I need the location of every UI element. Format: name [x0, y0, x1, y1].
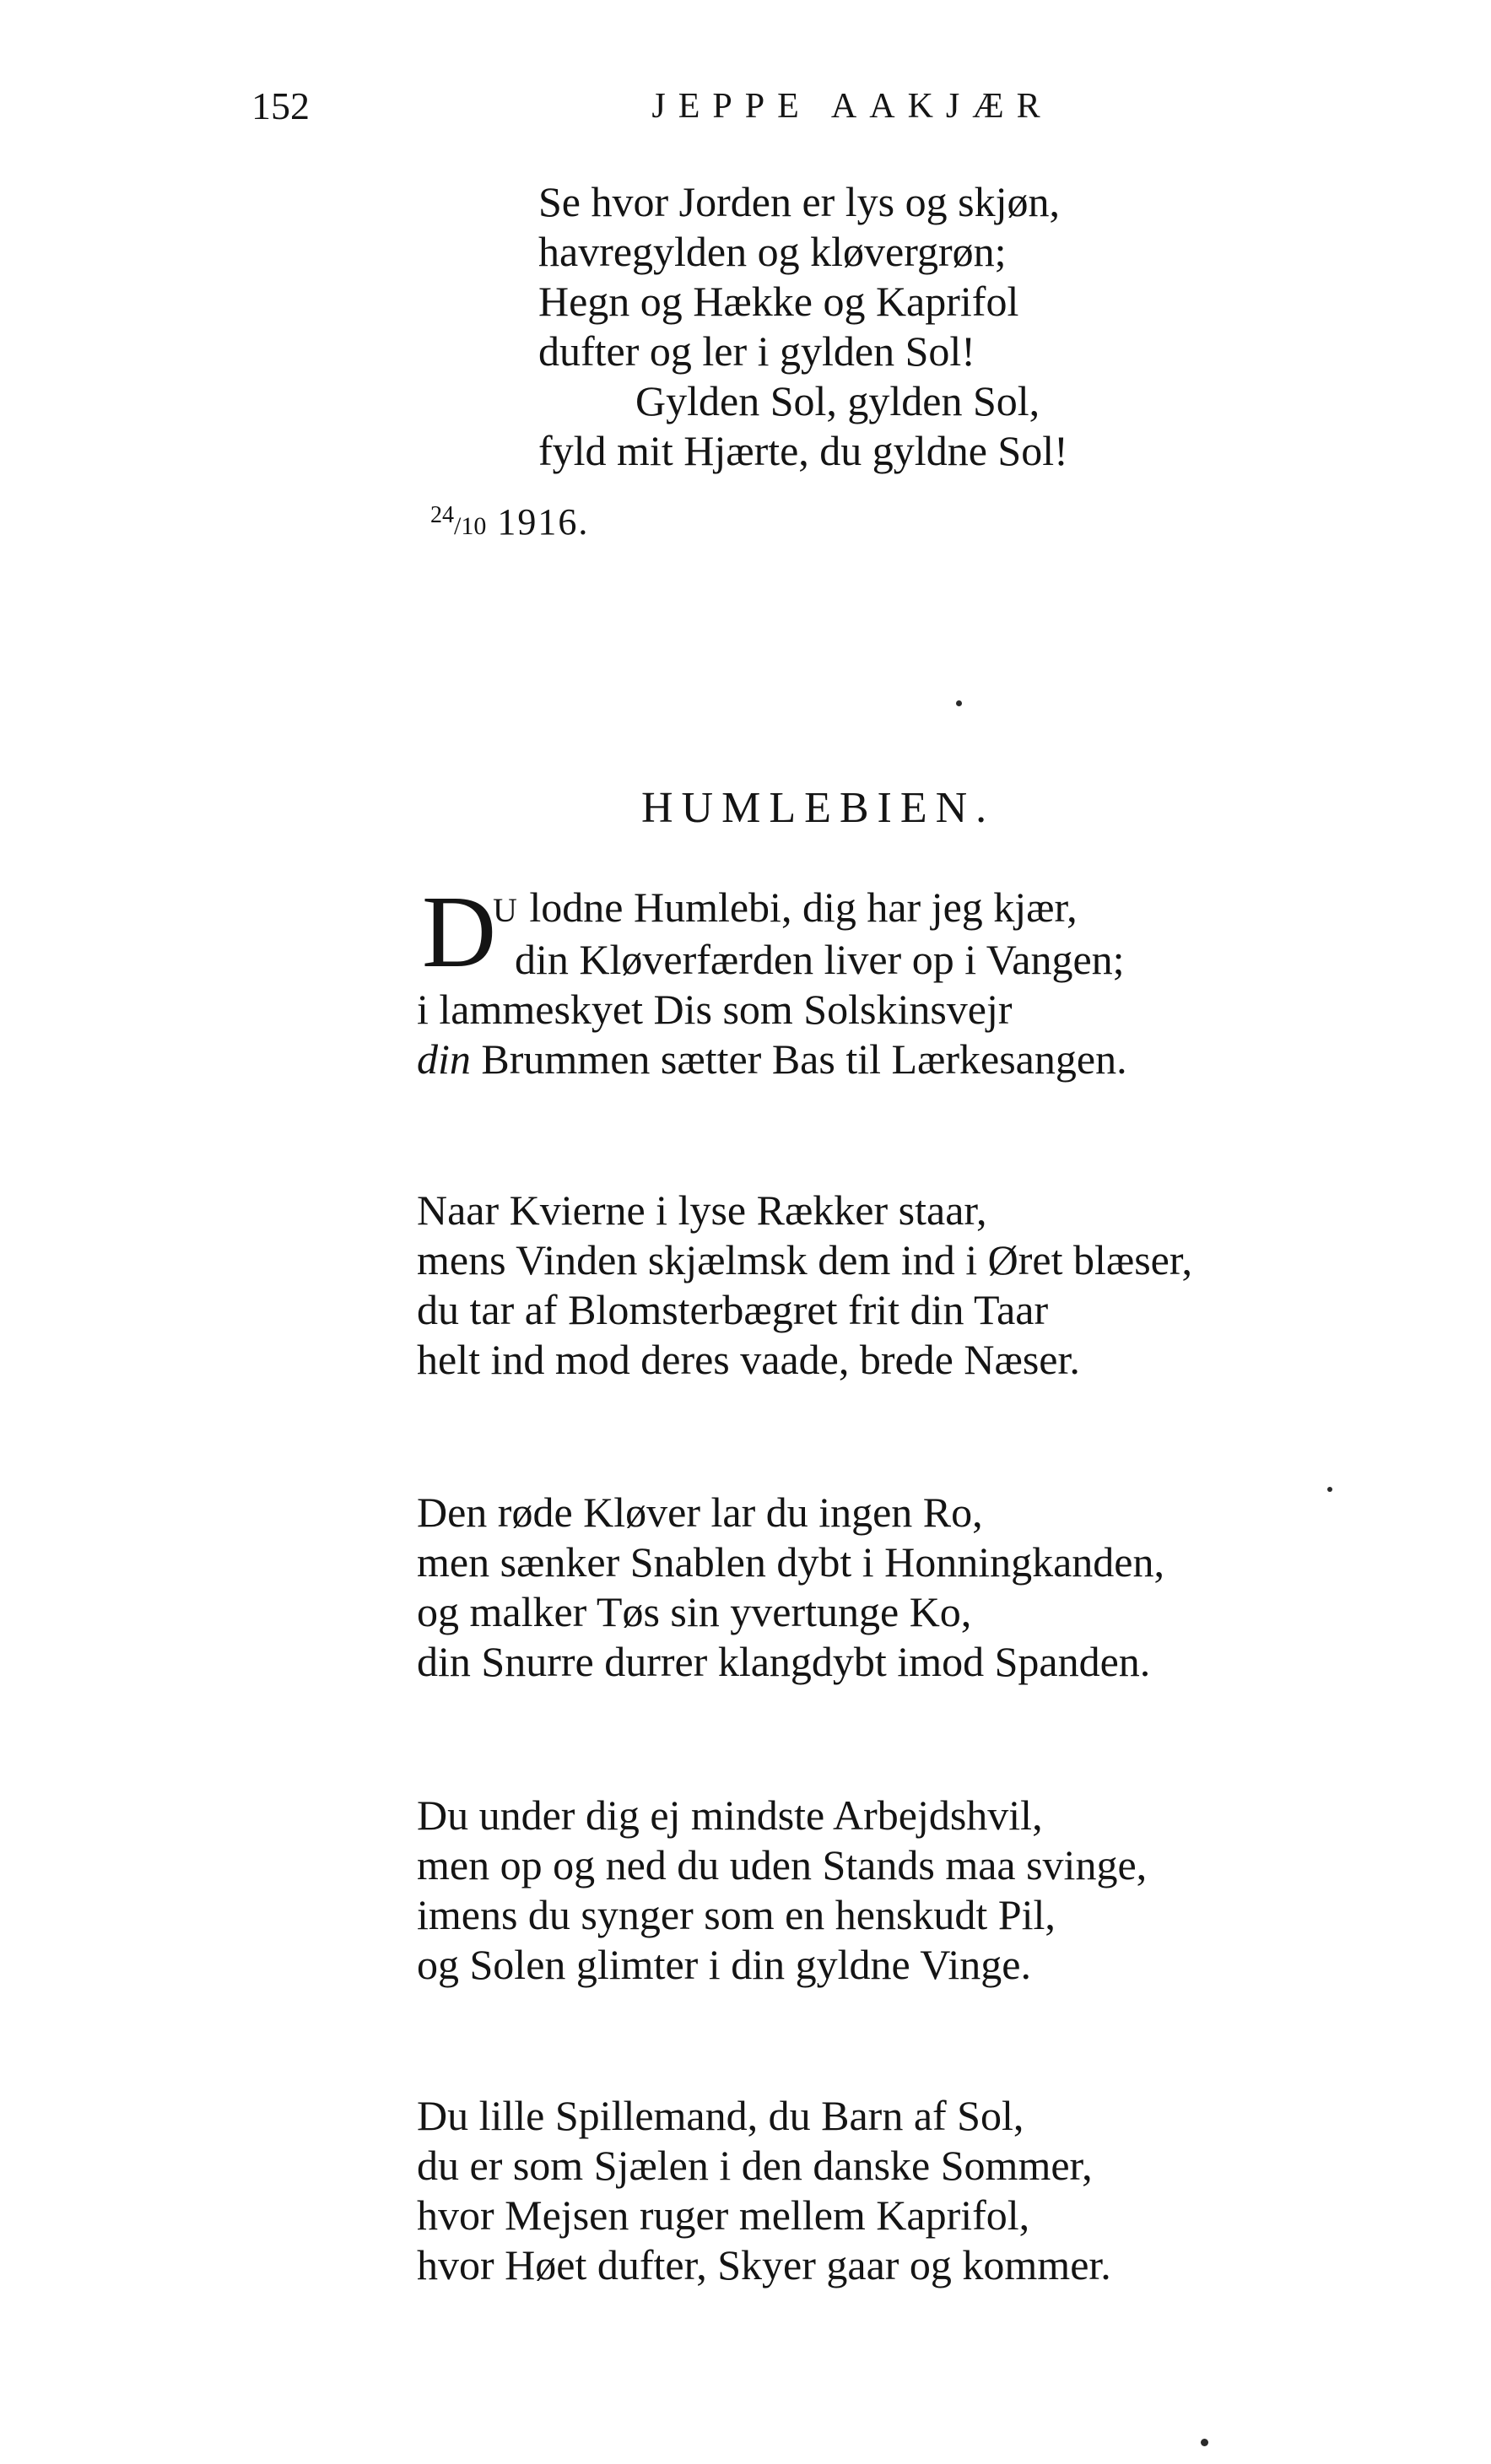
verse-line: Den røde Kløver lar du ingen Ro, [417, 1489, 983, 1536]
drop-cap: D [422, 875, 497, 989]
poem-title: HUMLEBIEN. [641, 784, 996, 832]
verse-line: havregylden og kløvergrøn; [538, 228, 1007, 275]
italic-word: din [417, 1035, 471, 1083]
poem-date [430, 492, 589, 550]
verse-line [417, 883, 1127, 935]
verse-line: Naar Kvierne i lyse Rækker staar, [417, 1186, 987, 1234]
verse-line: og Solen glimter i din gyldne Vinge. [417, 1941, 1031, 1988]
verse-line-refrain: Gylden Sol, gylden Sol, [635, 377, 1040, 424]
verse-line: Du lille Spillemand, du Barn af Sol, [417, 2092, 1024, 2139]
stanza-3 [417, 1488, 1164, 1687]
verse-line: Du under dig ej mindste Arbejdshvil, [417, 1791, 1043, 1839]
verse-line: men sænker Snablen dybt i Honningkanden, [417, 1538, 1164, 1586]
verse-line-text: Brummen sætter Bas til Lærkesangen. [470, 1035, 1127, 1083]
verse-line: mens Vinden skjælmsk dem ind i Øret blæser, [417, 1236, 1193, 1283]
date-month: /10 [454, 512, 487, 540]
date-year: 1916. [497, 501, 590, 543]
verse-line-text: lodne Humlebi, dig har jeg kjær, [518, 883, 1078, 931]
verse-line: dufter og ler i gylden Sol! [538, 327, 975, 375]
previous-poem-stanza [538, 177, 1068, 476]
print-speck [1201, 2439, 1208, 2446]
verse-line: men op og ned du uden Stands maa svinge, [417, 1841, 1148, 1889]
verse-line: Se hvor Jorden er lys og skjøn, [538, 178, 1060, 225]
print-speck [1327, 1487, 1332, 1492]
verse-line: imens du synger som en henskudt Pil, [417, 1891, 1056, 1938]
verse-line: fyld mit Hjærte, du gyldne Sol! [538, 427, 1068, 474]
verse-line: din Kløverfærden liver op i Vangen; [515, 936, 1125, 983]
verse-line: du tar af Blomsterbægret frit din Taar [417, 1286, 1049, 1333]
stanza-2 [417, 1186, 1192, 1385]
page-number: 152 [251, 84, 310, 127]
stanza-5 [417, 2091, 1111, 2290]
verse-line: hvor Høet dufter, Skyer gaar og kommer. [417, 2241, 1111, 2288]
small-caps-letter: U [493, 891, 519, 929]
verse-line: Hegn og Hække og Kaprifol [538, 278, 1019, 325]
verse-line [417, 1035, 1127, 1084]
verse-line: og malker Tøs sin yvertunge Ko, [417, 1588, 972, 1635]
verse-line: du er som Sjælen i den danske Sommer, [417, 2142, 1093, 2189]
verse-line: hvor Mejsen ruger mellem Kaprifol, [417, 2191, 1030, 2239]
print-speck [956, 700, 962, 706]
stanza-1 [417, 875, 1127, 1084]
verse-line: i lammeskyet Dis som Solskinsvejr [417, 986, 1013, 1033]
stanza-4 [417, 1791, 1147, 1990]
running-head: JEPPE AAKJÆR [651, 87, 1053, 126]
verse-line: helt ind mod deres vaade, brede Næser. [417, 1336, 1080, 1383]
verse-line: din Snurre durrer klangdybt imod Spanden. [417, 1638, 1151, 1685]
date-day: 24 [430, 502, 454, 528]
